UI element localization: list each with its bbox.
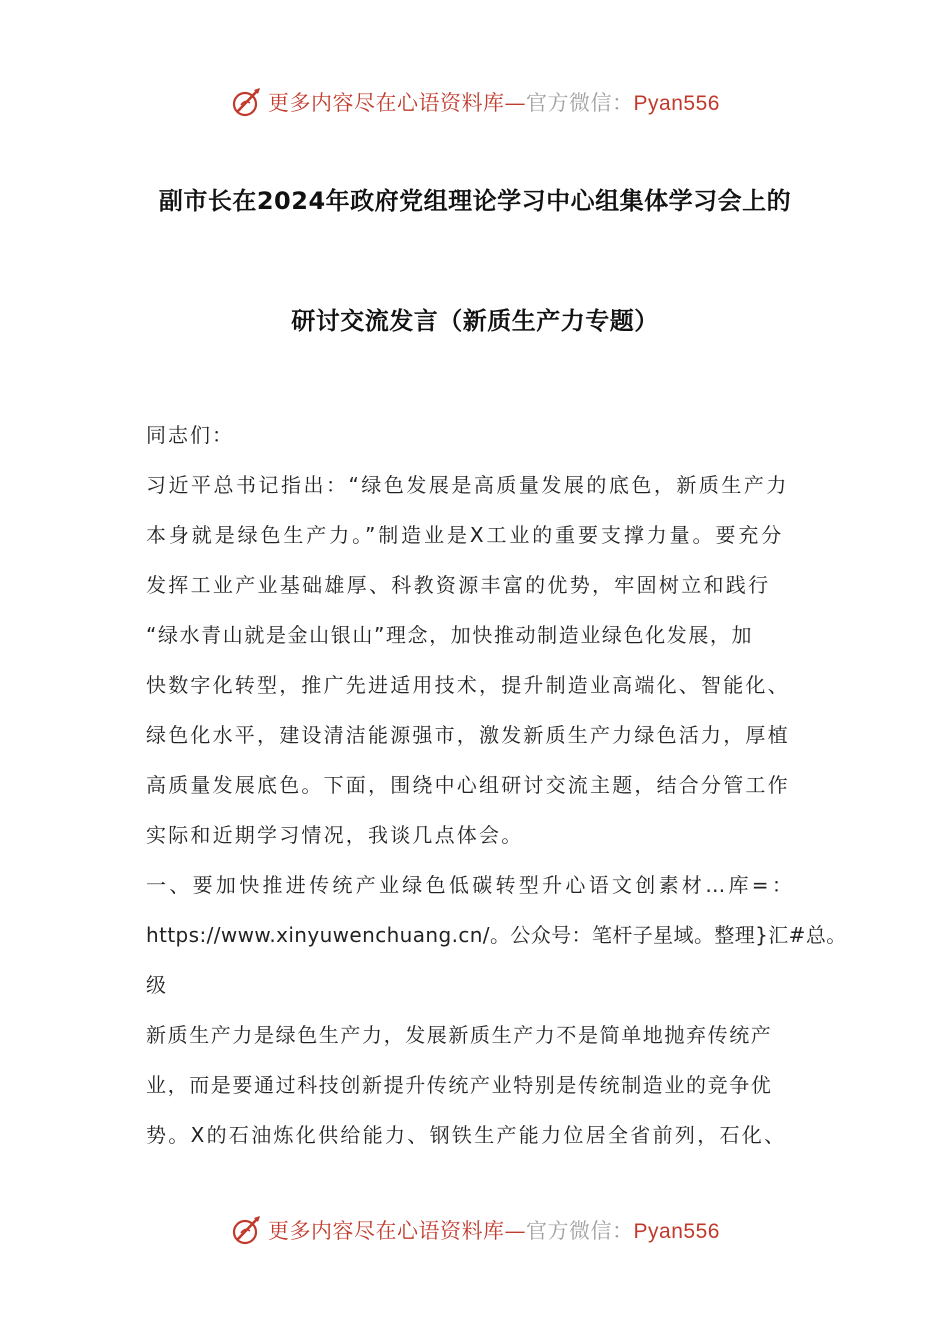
- document-title-line-2: 研讨交流发言（新质生产力专题）: [291, 307, 659, 335]
- header-banner-wechat: Pyan556: [633, 92, 720, 115]
- footer-banner-wechat: Pyan556: [633, 1220, 720, 1243]
- footer-banner-text: 更多内容尽在心语资料库—: [268, 1219, 527, 1243]
- document-title-line-1: 副市长在2024年政府党组理论学习中心组集体学习会上的: [158, 187, 792, 215]
- body-line: https://www.xinyuwenchuang.cn/。公众号：笔杆子星域。整理}汇#总。: [146, 923, 847, 947]
- body-line: 实际和近期学习情况，我谈几点体会。: [146, 823, 524, 847]
- salutation: 同志们：: [146, 423, 234, 447]
- footer-banner: [0, 1210, 950, 1250]
- body-line: 高质量发展底色。下面，围绕中心组研讨交流主题，结合分管工作: [146, 773, 790, 797]
- body-line: 发挥工业产业基础雄厚、科教资源丰富的优势，牢固树立和践行: [146, 573, 771, 597]
- body-line: 本身就是绿色生产力。”制造业是X工业的重要支撑力量。要充分: [146, 523, 785, 547]
- body-line: 习近平总书记指出：“绿色发展是高质量发展的底色，新质生产力: [146, 473, 789, 497]
- header-banner-text: 更多内容尽在心语资料库—: [268, 91, 527, 115]
- section-heading-1: 一、要加快推进传统产业绿色低碳转型升心语文创素材…库=：: [146, 873, 796, 897]
- pen-logo-icon: [230, 1213, 264, 1247]
- pen-logo-icon: [230, 85, 264, 119]
- body-line: 级: [146, 973, 166, 997]
- body-line: 新质生产力是绿色生产力，发展新质生产力不是简单地抛弃传统产: [146, 1023, 773, 1047]
- body-line: “绿水青山就是金山银山”理念，加快推动制造业绿色化发展，加: [146, 623, 754, 647]
- header-banner-suffix: 官方微信：: [526, 91, 634, 115]
- footer-banner-suffix: 官方微信：: [526, 1219, 634, 1243]
- body-line: 快数字化转型，推广先进适用技术，提升制造业高端化、智能化、: [146, 673, 790, 697]
- header-banner: [0, 82, 950, 122]
- body-line: 绿色化水平，建设清洁能源强市，激发新质生产力绿色活力，厚植: [146, 723, 790, 747]
- body-line: 业，而是要通过科技创新提升传统产业特别是传统制造业的竞争优: [146, 1073, 773, 1097]
- body-line: 势。X的石油炼化供给能力、钢铁生产能力位居全省前列，石化、: [146, 1123, 787, 1147]
